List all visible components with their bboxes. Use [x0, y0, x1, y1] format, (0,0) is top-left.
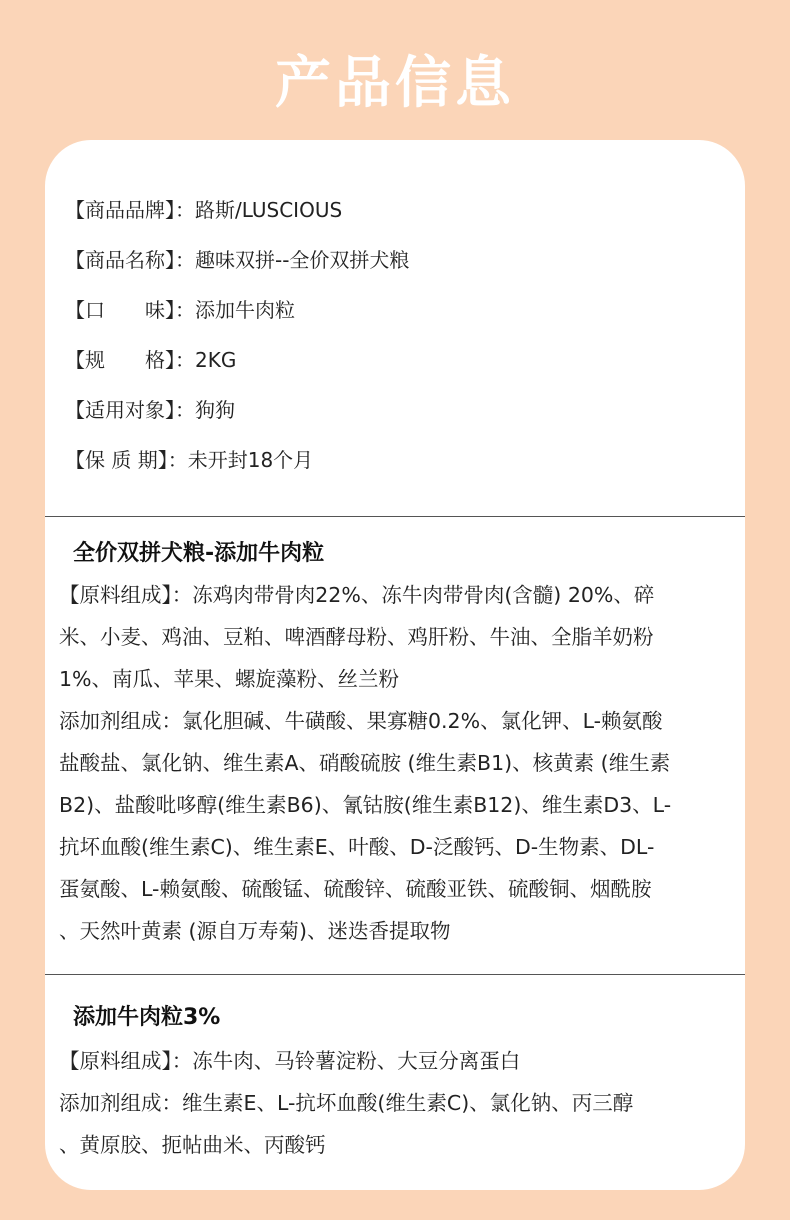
- info-row-spec: [65, 342, 409, 392]
- info-label: 【适用对象】：: [65, 398, 195, 422]
- text-line: 、天然叶黄素 (源自万寿菊)、迷迭香提取物: [59, 919, 451, 943]
- basic-info-list: [65, 192, 409, 492]
- text-line: 、黄原胶、扼帖曲米、丙酸钙: [59, 1133, 326, 1157]
- section-dual-food: [59, 536, 734, 952]
- text-line: 抗坏血酸(维生素C)、维生素E、叶酸、D-泛酸钙、D-生物素、DL-: [59, 835, 655, 859]
- info-row-flavor: [65, 292, 409, 342]
- info-value: 狗狗: [195, 398, 235, 422]
- divider: [45, 516, 745, 517]
- section-title: 全价双拼犬粮-添加牛肉粒: [73, 541, 325, 566]
- text-line: 【原料组成】：冻牛肉、马铃薯淀粉、大豆分离蛋白: [59, 1049, 521, 1073]
- info-value: 趣味双拼--全价双拼犬粮: [195, 248, 410, 272]
- text-line: 添加剂组成：氯化胆碱、牛磺酸、果寡糖0.2%、氯化钾、L-赖氨酸: [59, 709, 663, 733]
- section-beef-pellets: [59, 1000, 734, 1166]
- info-value: 添加牛肉粒: [195, 298, 295, 322]
- text-line: 【原料组成】：冻鸡肉带骨肉22%、冻牛肉带骨肉(含髓) 20%、碎: [59, 583, 655, 607]
- info-label: 【保 质 期】：: [65, 448, 188, 472]
- text-line: 蛋氨酸、L-赖氨酸、硫酸锰、硫酸锌、硫酸亚铁、硫酸铜、烟酰胺: [59, 877, 652, 901]
- section-title: 添加牛肉粒3%: [73, 1005, 221, 1030]
- info-row-name: [65, 242, 409, 292]
- info-row-shelf-life: [65, 442, 409, 492]
- info-row-brand: [65, 192, 409, 242]
- info-row-target: [65, 392, 409, 442]
- page-title: 产品信息: [275, 51, 515, 116]
- ingredients-text: [59, 1040, 734, 1166]
- info-value: 2KG: [195, 348, 237, 372]
- ingredients-text: [59, 574, 734, 952]
- info-label: 【商品名称】：: [65, 248, 195, 272]
- text-line: 盐酸盐、氯化钠、维生素A、硝酸硫胺 (维生素B1)、核黄素 (维生素: [59, 751, 671, 775]
- text-line: 1%、南瓜、苹果、螺旋藻粉、丝兰粉: [59, 667, 400, 691]
- product-info-card: [45, 140, 745, 1190]
- text-line: 添加剂组成：维生素E、L-抗坏血酸(维生素C)、氯化钠、丙三醇: [59, 1091, 634, 1115]
- info-value: 未开封18个月: [187, 448, 314, 472]
- info-label: 【规 格】：: [65, 348, 195, 372]
- info-label: 【商品品牌】：: [65, 198, 195, 222]
- text-line: 米、小麦、鸡油、豆粕、啤酒酵母粉、鸡肝粉、牛油、全脂羊奶粉: [59, 625, 654, 649]
- info-value: 路斯/LUSCIOUS: [195, 198, 343, 222]
- divider: [45, 974, 745, 975]
- info-label: 【口 味】：: [65, 298, 195, 322]
- text-line: B2)、盐酸吡哆醇(维生素B6)、氰钴胺(维生素B12)、维生素D3、L-: [59, 793, 672, 817]
